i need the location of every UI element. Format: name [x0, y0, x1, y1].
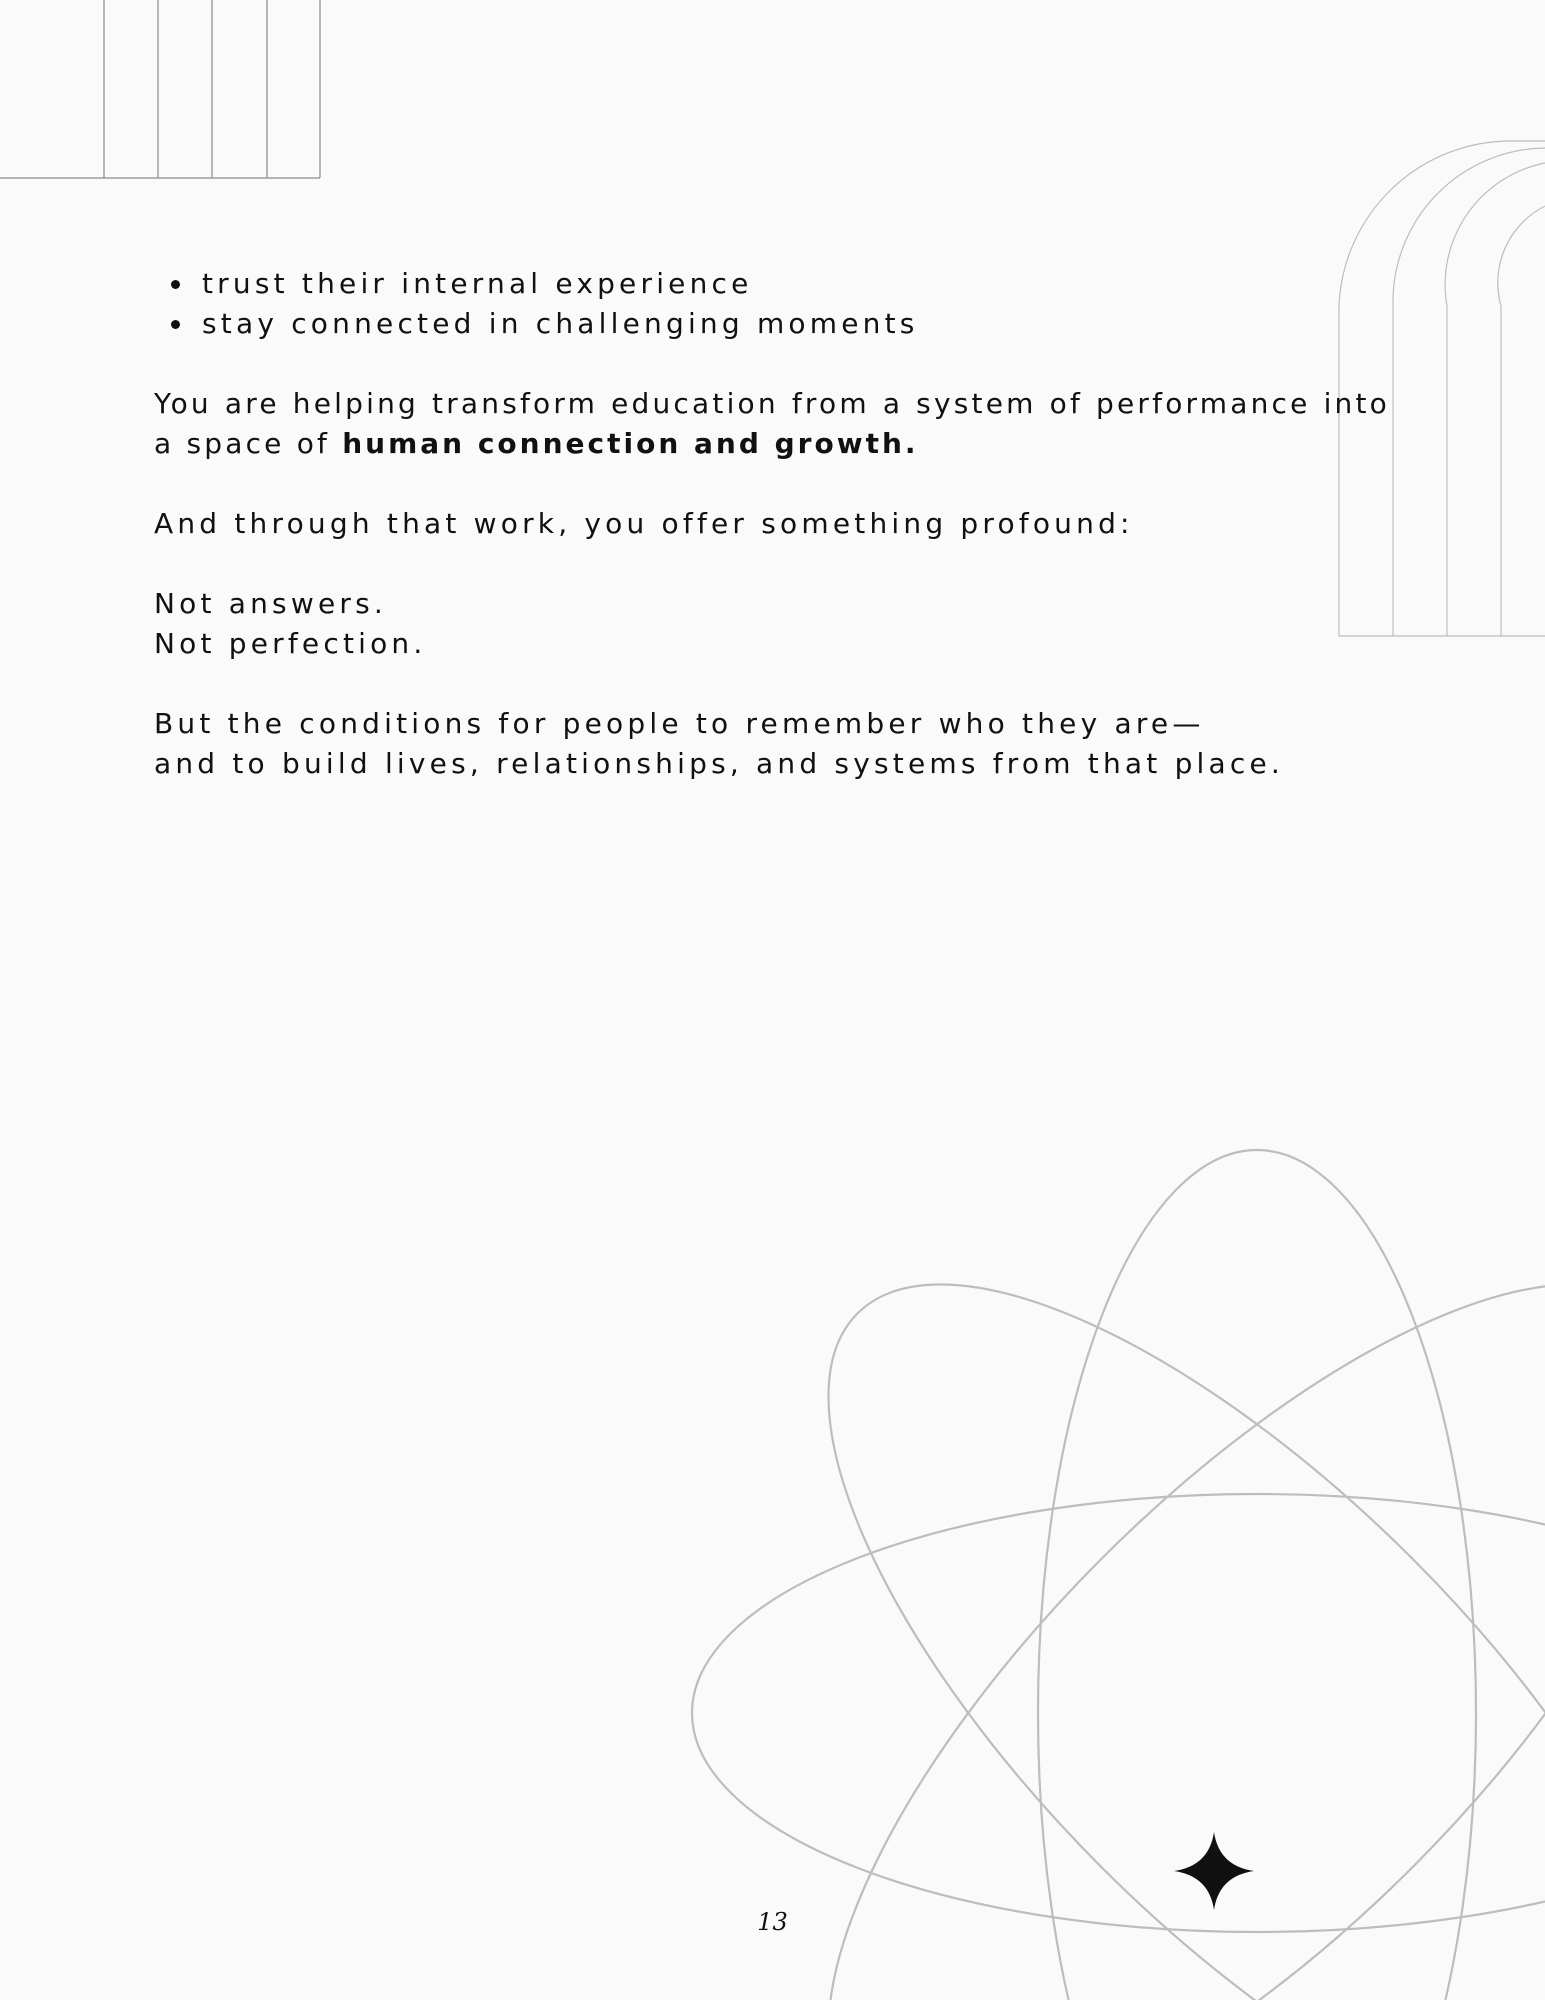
closing-line: But the conditions for people to remember who they are—: [154, 707, 1205, 740]
not-line: Not answers.: [154, 587, 387, 620]
paragraph-transform-lead: You are helping transform education from a system of performance into a space of: [154, 387, 1390, 460]
bullet-item: trust their internal experience: [202, 264, 1390, 304]
paragraph-offer: And through that work, you offer something profound:: [154, 507, 1134, 540]
four-point-star-icon: [1174, 1832, 1254, 1910]
orbit-ellipses-decor-icon: [692, 1150, 1545, 2000]
bullet-item: stay connected in challenging moments: [202, 304, 1390, 344]
vertical-lines-decor-icon: [0, 0, 320, 178]
page-number: 13: [757, 1908, 788, 1936]
paragraph-transform-emphasis: human connection and growth.: [342, 427, 919, 460]
not-lines: [154, 584, 1390, 664]
closing-line: and to build lives, relationships, and systems from that place.: [154, 747, 1285, 780]
closing-lines: [154, 704, 1390, 784]
bullet-list: [154, 264, 1390, 344]
not-line: Not perfection.: [154, 627, 427, 660]
paragraph-transform: [154, 384, 1390, 464]
page-body: [154, 264, 1390, 784]
